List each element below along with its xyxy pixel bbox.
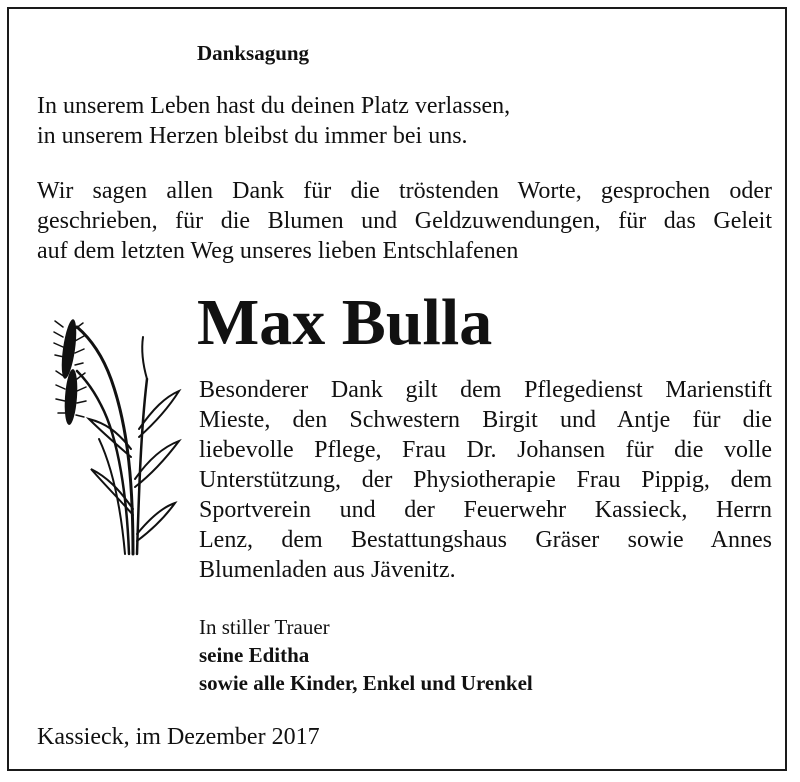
thanks-paragraph	[37, 176, 772, 266]
mourners-signoff	[199, 613, 533, 697]
special-thanks-line: Sportverein und der Feuerwehr Kassieck, Herrn	[199, 497, 772, 523]
wheat-stalks-icon	[29, 309, 189, 559]
special-thanks-line: liebevolle Pflege, Frau Dr. Johansen für die volle	[199, 437, 772, 463]
verse-line: In unserem Leben hast du deinen Platz verlassen,	[37, 93, 511, 119]
notice-heading: Danksagung	[197, 41, 310, 65]
thanks-line: geschrieben, für die Blumen und Geldzuwendungen, für das Geleit	[37, 208, 772, 234]
place-and-date: Kassieck, im Dezember 2017	[37, 724, 320, 750]
special-thanks-line: Unterstützung, der Physiotherapie Frau Pippig, dem	[199, 467, 772, 493]
signoff-primary-mourner: seine Editha	[199, 643, 310, 667]
thanks-line: auf dem letzten Weg unseres lieben Entschlafenen	[37, 238, 519, 264]
signoff-intro: In stiller Trauer	[199, 615, 330, 639]
special-thanks-line: Blumenladen aus Jävenitz.	[199, 557, 456, 583]
special-thanks-line: Mieste, den Schwestern Birgit und Antje für die	[199, 407, 772, 433]
obituary-notice	[7, 7, 787, 771]
memorial-verse	[37, 91, 510, 151]
thanks-line: Wir sagen allen Dank für die tröstenden Worte, gesprochen oder	[37, 178, 772, 204]
signoff-family: sowie alle Kinder, Enkel und Urenkel	[199, 671, 533, 695]
special-thanks-line: Lenz, dem Bestattungshaus Gräser sowie Annes	[199, 527, 772, 553]
special-thanks-line: Besonderer Dank gilt dem Pflegedienst Marienstift	[199, 377, 772, 403]
deceased-name: Max Bulla	[197, 286, 493, 359]
verse-line: in unserem Herzen bleibst du immer bei uns.	[37, 123, 468, 149]
special-thanks-paragraph	[199, 375, 772, 585]
